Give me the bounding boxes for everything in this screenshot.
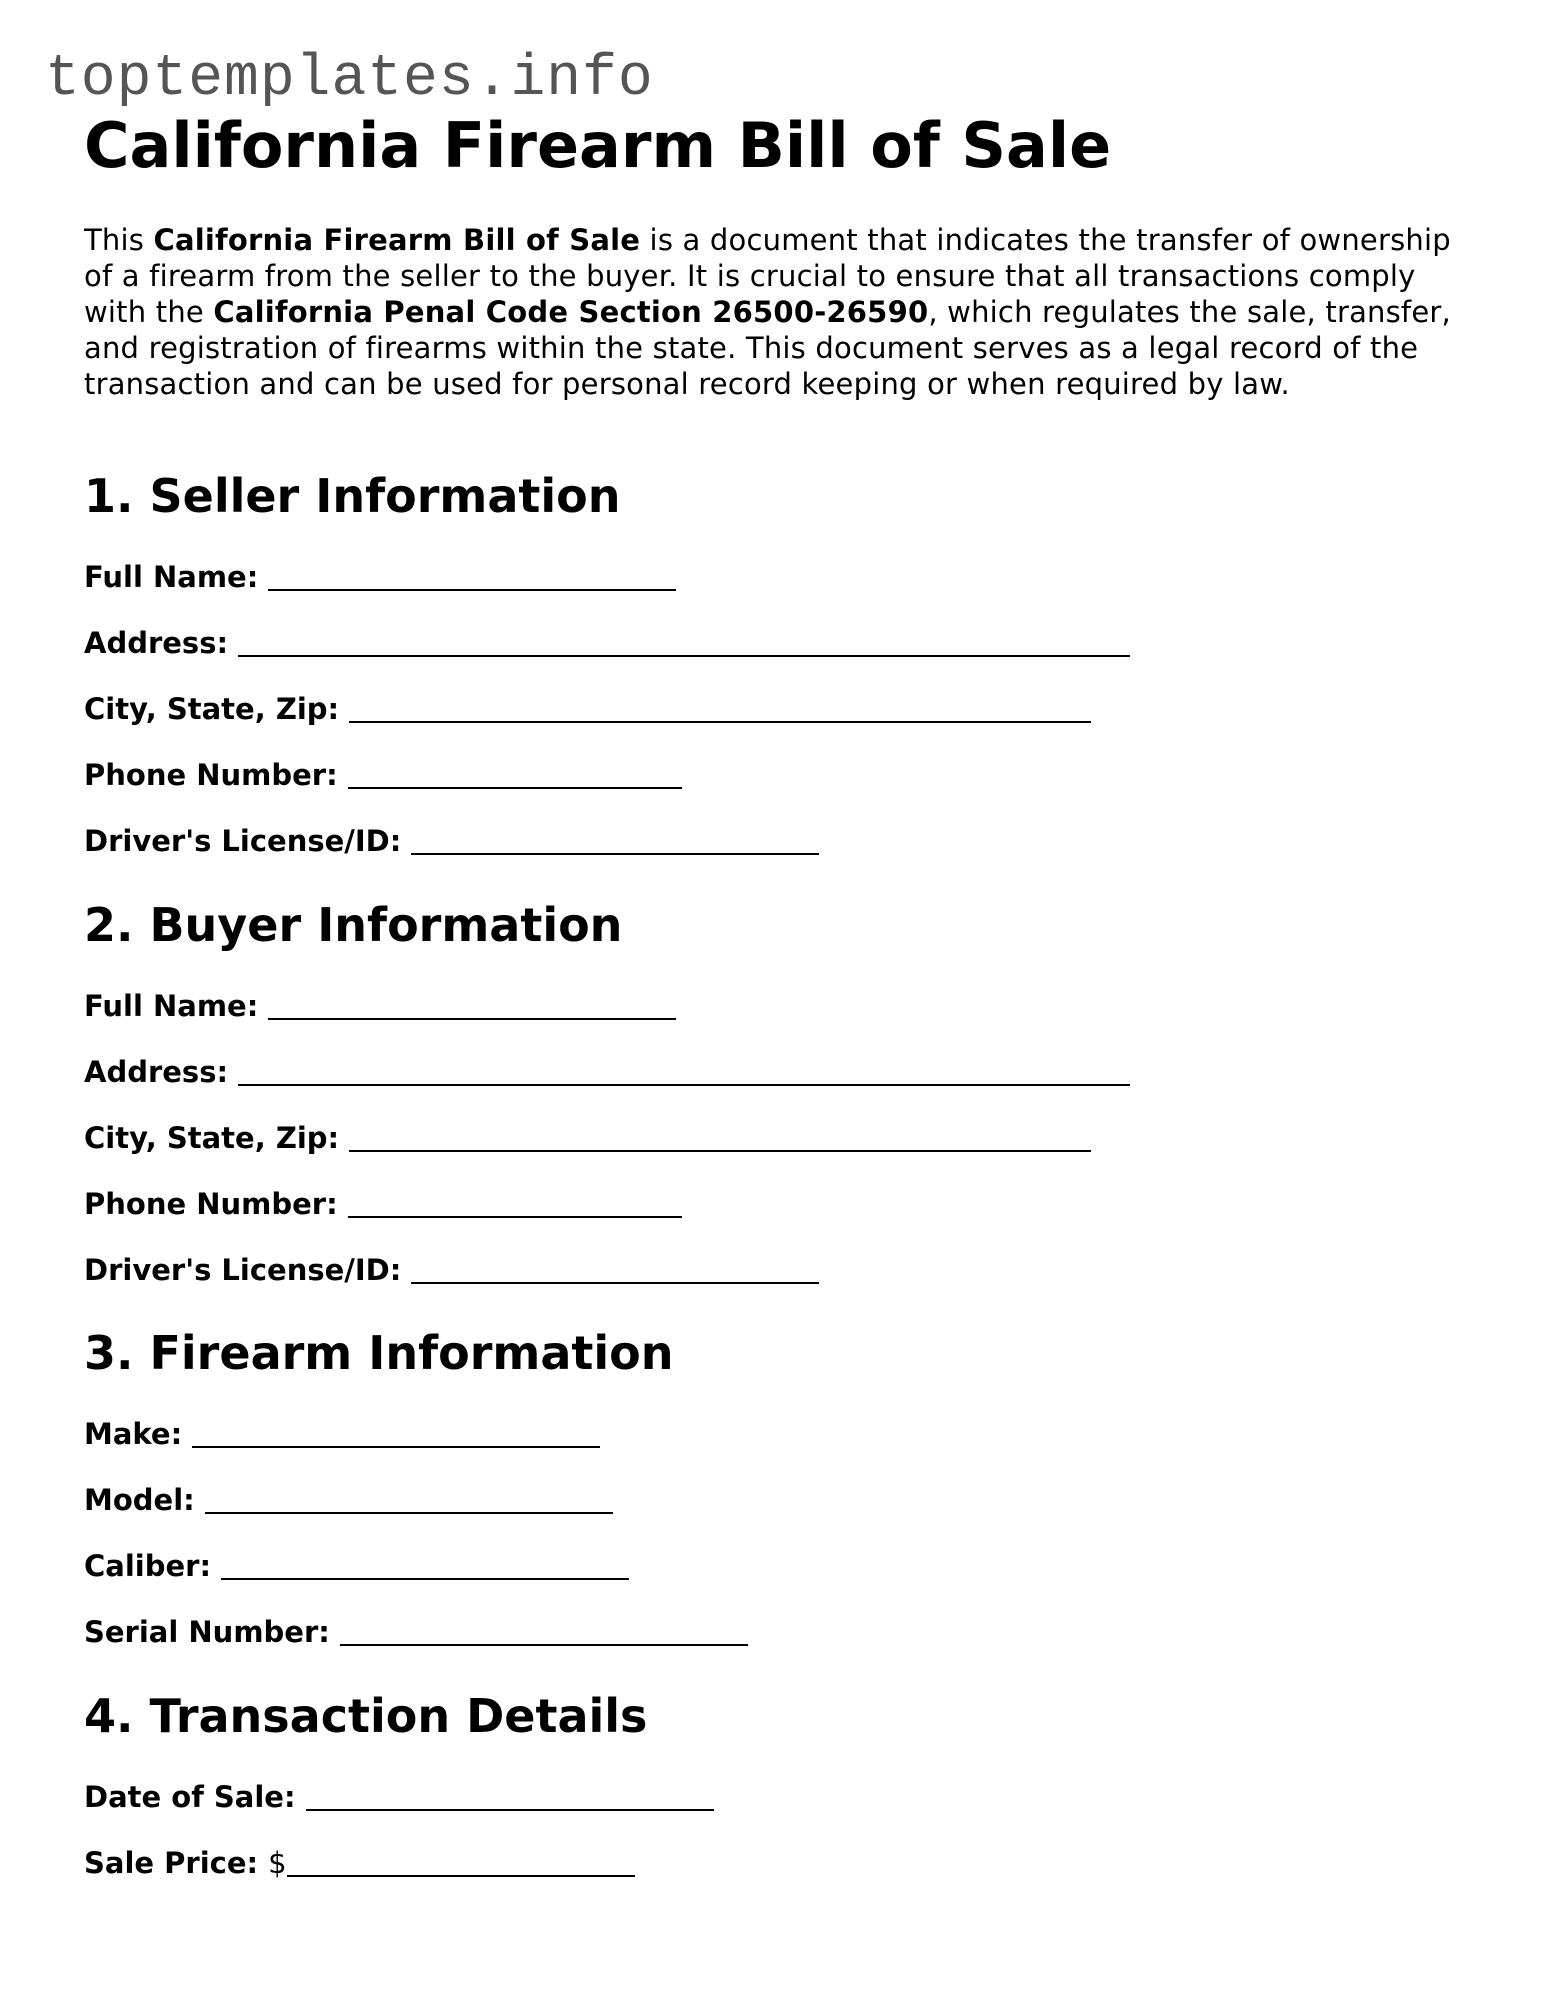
intro-text: is a document that indicates the transfer of ownership of a firearm from the seller to the buyer. It is crucial to ensure that all transactions comply with the <box>84 223 1451 329</box>
buyer-full-name-field <box>84 973 1464 1039</box>
field-label: Address: <box>84 626 229 660</box>
buyer-phone-field <box>84 1171 1464 1237</box>
buyer-full-name-blank[interactable] <box>268 989 676 1020</box>
seller-section <box>84 468 1464 874</box>
seller-address-blank[interactable] <box>238 626 1130 657</box>
field-label: Sale Price: <box>84 1846 259 1880</box>
field-label: Caliber: <box>84 1549 212 1583</box>
field-label: Model: <box>84 1483 195 1517</box>
field-label: Phone Number: <box>84 758 338 792</box>
buyer-license-blank[interactable] <box>411 1253 819 1284</box>
intro-paragraph <box>84 222 1464 402</box>
buyer-address-blank[interactable] <box>238 1055 1130 1086</box>
sale-price-blank[interactable] <box>287 1846 635 1877</box>
field-label: Driver's License/ID: <box>84 824 402 858</box>
make-blank[interactable] <box>192 1417 600 1448</box>
serial-number-blank[interactable] <box>340 1615 748 1646</box>
field-label: Serial Number: <box>84 1615 330 1649</box>
caliber-blank[interactable] <box>221 1549 629 1580</box>
date-of-sale-field <box>84 1764 1464 1830</box>
buyer-phone-blank[interactable] <box>348 1187 682 1218</box>
field-label: City, State, Zip: <box>84 692 340 726</box>
intro-text: This <box>84 223 154 257</box>
transaction-heading: 4. Transaction Details <box>84 1689 648 1743</box>
model-field <box>84 1467 1464 1533</box>
sale-price-field <box>84 1830 1464 1896</box>
watermark: toptemplates.info <box>45 47 654 112</box>
firearm-section <box>84 1325 1464 1665</box>
seller-heading: 1. Seller Information <box>84 469 621 523</box>
seller-phone-blank[interactable] <box>348 758 682 789</box>
field-label: City, State, Zip: <box>84 1121 340 1155</box>
buyer-city-state-zip-blank[interactable] <box>349 1121 1091 1152</box>
model-blank[interactable] <box>205 1483 613 1514</box>
transaction-section <box>84 1688 1464 1896</box>
buyer-heading: 2. Buyer Information <box>84 898 623 952</box>
intro-bold-title: California Firearm Bill of Sale <box>153 223 641 257</box>
buyer-license-field <box>84 1237 1464 1303</box>
seller-city-state-zip-field <box>84 676 1464 742</box>
seller-city-state-zip-blank[interactable] <box>349 692 1091 723</box>
make-field <box>84 1401 1464 1467</box>
date-of-sale-blank[interactable] <box>306 1780 714 1811</box>
serial-number-field <box>84 1599 1464 1665</box>
buyer-city-state-zip-field <box>84 1105 1464 1171</box>
buyer-address-field <box>84 1039 1464 1105</box>
field-label: Address: <box>84 1055 229 1089</box>
seller-full-name-blank[interactable] <box>268 560 676 591</box>
seller-address-field <box>84 610 1464 676</box>
document-title: California Firearm Bill of Sale <box>84 109 1112 182</box>
firearm-heading: 3. Firearm Information <box>84 1326 674 1380</box>
intro-bold-code: California Penal Code Section 26500-26590 <box>213 295 929 329</box>
seller-license-blank[interactable] <box>411 824 819 855</box>
caliber-field <box>84 1533 1464 1599</box>
intro-text: , which regulates the sale, transfer, and registration of firearms within the state. This document serves as a legal record of the transaction and can be used for personal record keeping or when required by law. <box>84 295 1451 401</box>
field-label: Date of Sale: <box>84 1780 296 1814</box>
field-label: Full Name: <box>84 989 259 1023</box>
seller-full-name-field <box>84 544 1464 610</box>
currency-symbol: $ <box>268 1846 287 1880</box>
seller-phone-field <box>84 742 1464 808</box>
field-label: Full Name: <box>84 560 259 594</box>
field-label: Phone Number: <box>84 1187 338 1221</box>
buyer-section <box>84 897 1464 1303</box>
field-label: Driver's License/ID: <box>84 1253 402 1287</box>
seller-license-field <box>84 808 1464 874</box>
field-label: Make: <box>84 1417 183 1451</box>
